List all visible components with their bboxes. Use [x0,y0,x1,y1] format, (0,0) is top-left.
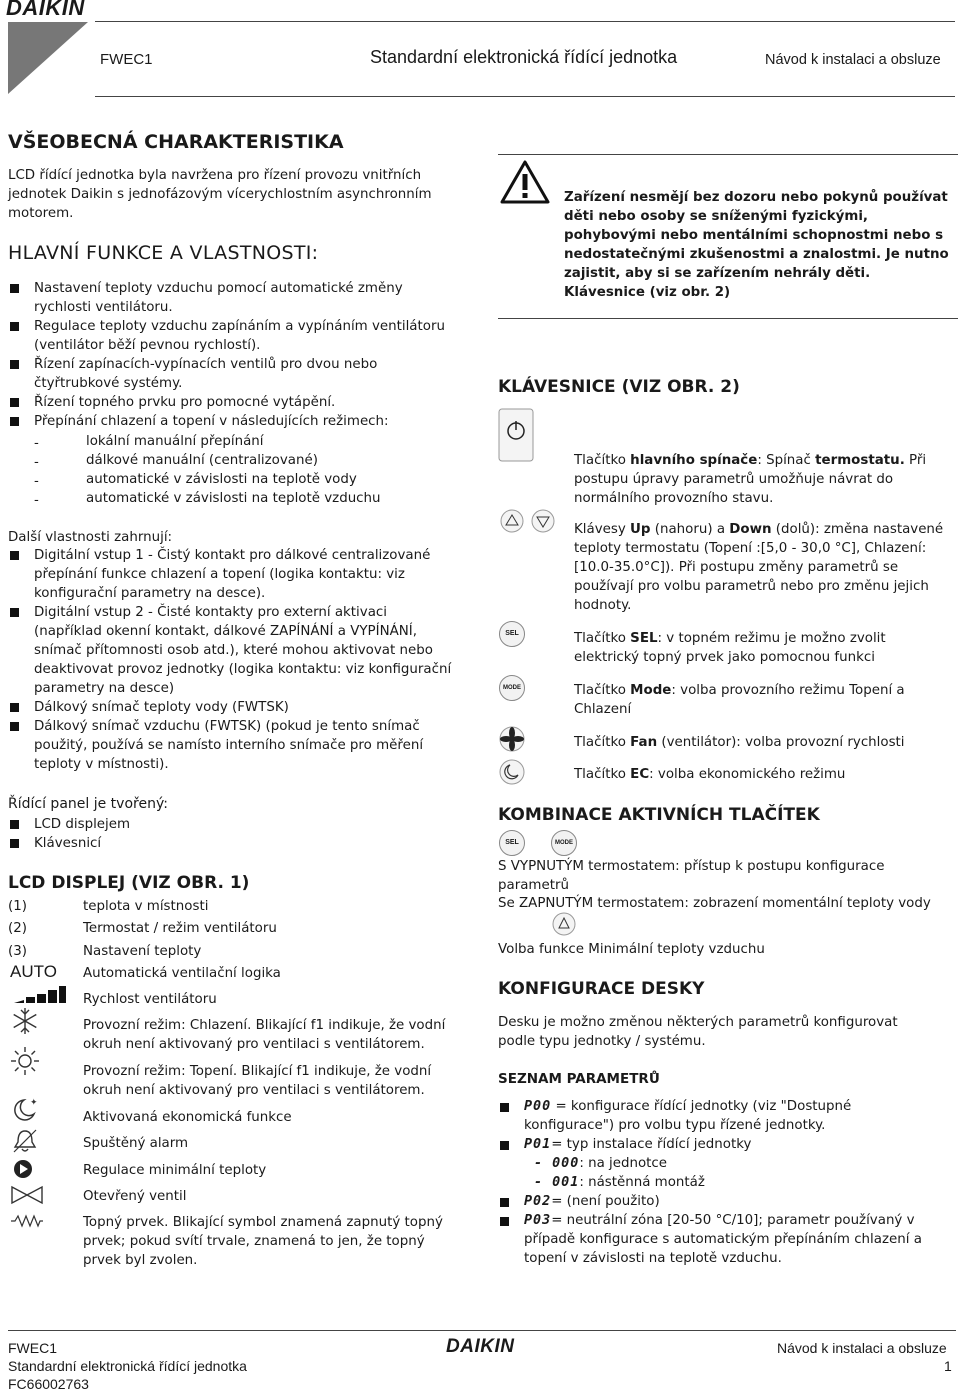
text-segment: (nahoru) a [650,522,730,537]
auto-icon: AUTO [10,962,57,981]
text-segment: Up [630,522,651,537]
key-eco-desc [574,765,845,784]
list-item: automatické v závislosti na teplotě vzduchu [86,491,381,506]
general-heading: VŠEOBECNÁ CHARAKTERISTIKA [8,131,344,153]
bullet-icon [10,551,19,560]
text-segment: = neutrální zóna [20-50 °C/10]; parametr používaný v případě konfigurace s automatickým přepínáním chlazení a topení v závislosti na teplotě vzduchu. [524,1213,922,1266]
list-item: automatické v závislosti na teplotě vody [86,472,357,487]
lcd-item: Provozní režim: Chlazení. Blikající f1 indikuje, že vodní okruh není aktivovaný pro ventilaci s ventilátorem. [83,1018,446,1052]
sel-button[interactable]: SEL [499,621,525,647]
combo-heading: KOMBINACE AKTIVNÍCH TLAČÍTEK [498,805,820,825]
text-segment: hlavního spínače [630,453,758,468]
warning-icon [500,160,550,204]
header-manual: Návod k instalaci a obsluze [765,52,941,68]
footer-code: FC66002763 [8,1376,89,1392]
page-number: 1 [944,1358,952,1374]
up-down-buttons[interactable] [499,508,559,534]
bullet-icon [10,322,19,331]
lcd-item: Nastavení teploty [83,944,202,959]
keys-heading: KLÁVESNICE (VIZ OBR. 2) [498,377,740,397]
text-segment: Mode [630,683,672,698]
min-temp-icon [12,1158,34,1180]
moon-stars-icon [10,1094,40,1124]
fan-button[interactable] [499,726,525,752]
text-segment: Při postupu úpravy parametrů umožňuje návrat do normálního provozního stavu. [574,453,927,506]
dash-marker: - [34,436,39,451]
board-heading: KONFIGURACE DESKY [498,979,705,999]
warning-rule-bottom [498,318,958,319]
lcd-item: Termostat / režim ventilátoru [83,921,277,936]
param-v001 [534,1173,705,1192]
lcd-item: Aktivovaná ekonomická funkce [83,1110,292,1125]
list-item: Klávesnicí [34,836,102,851]
text-segment: Down [729,522,772,537]
snowflake-icon [10,1006,40,1036]
heater-icon [10,1214,44,1228]
list-item: Dálkový snímač vzduchu (FWTSK) (pokud je tento snímač použitý, používá se namísto interního snímače pro měření teploty v místnosti). [34,719,424,772]
bullet-icon [10,839,19,848]
bullet-icon [500,1198,509,1207]
list-item: Přepínání chlazení a topení v následujících režimech: [34,414,389,429]
mode-button[interactable]: MODE [551,830,577,856]
bullet-icon [10,608,19,617]
list-item: Digitální vstup 1 - Čistý kontakt pro dálkové centralizované přepínání funkce chlazení a topení (logika kontaktu: viz konfigurační parametry na desce). [34,548,431,601]
params-heading: SEZNAM PARAMETRŮ [498,1071,660,1087]
sun-icon [10,1046,40,1076]
text-segment: (dolů): změna nastavené teploty termostatu (Topení :[5,0 - 30,0 °C], Chlazení: [10.0-35.0°C]). Při postupu změny parametrů se používají pro volbu parametrů nebo pro změnu jejich hodnoty. [574,522,944,613]
key-sel-desc [574,629,929,667]
text-segment: termostatu. [815,453,905,468]
text-segment: EC [630,767,650,782]
list-item: Nastavení teploty vzduchu pomocí automatické změny rychlosti ventilátoru. [34,281,403,315]
bullet-icon [10,820,19,829]
lcd-item: Otevřený ventil [83,1189,187,1204]
eco-button[interactable] [499,759,525,785]
text-segment: = (není použito) [551,1194,660,1209]
list-item: Dálkový snímač teploty vody (FWTSK) [34,700,289,715]
board-text: Desku je možno změnou některých parametrů konfigurovat podle typu jednotky / systému. [498,1015,898,1049]
lcd-item: Regulace minimální teploty [83,1163,267,1178]
more-heading: Další vlastnosti zahrnují: [8,530,173,545]
key-updown-desc [574,520,944,615]
dash-marker: - [34,474,39,489]
footer-model: FWEC1 [8,1340,57,1356]
warning-text: Zařízení nesmějí bez dozoru nebo pokynů používat děti nebo osoby se sníženými fyzickými, pohybovými nebo mentálními schopnostmi nebo s nedostatečnými zkušenostmi a znalostmi. Je nutno zajistit, aby si se zařízením nehrály děti. Klávesnice (viz obr. 2) [564,190,949,300]
text-segment: Tlačítko [574,453,631,468]
lcd-item: teplota v místnosti [83,899,209,914]
bullet-icon [10,703,19,712]
param-code: P03 [524,1213,552,1228]
lcd-mark: (2) [8,921,27,936]
header-rule-bottom [95,96,955,97]
param-code: P00 [524,1099,552,1114]
footer-title: Standardní elektronická řídící jednotka [8,1358,247,1374]
bullet-icon [10,417,19,426]
param-p02 [524,1192,660,1211]
lcd-item: Rychlost ventilátoru [83,992,217,1007]
sel-button[interactable]: SEL [499,830,525,856]
power-button[interactable] [498,408,534,462]
param-code: P02 [524,1194,552,1209]
bullet-icon [10,360,19,369]
combo-off-text: S VYPNUTÝM termostatem: přístup k postupu konfigurace parametrů [498,859,885,893]
lcd-heading: LCD DISPLEJ (VIZ OBR. 1) [8,873,250,893]
combo-min-text: Volba funkce Minimální teploty vzduchu [498,942,765,957]
text-segment: : volba ekonomického režimu [649,767,846,782]
daikin-logo: DAIKIN [446,1336,515,1357]
combo-on-text: Se ZAPNUTÝM termostatem: zobrazení momentální teploty vody [498,896,931,911]
list-item: Řízení topného prvku pro pomocné vytápění. [34,395,336,410]
param-code: - 000 [534,1156,580,1171]
key-fan-desc [574,733,905,752]
text-segment: SEL [630,631,658,646]
fan-speed-bars-icon [14,986,66,1004]
param-code: P01 [524,1137,552,1152]
bullet-icon [10,722,19,731]
brand-triangle-icon [8,22,88,94]
general-text: LCD řídící jednotka byla navržena pro řízení provozu vnitřních jednotek Daikin s jednofázovým vícerychlostním asynchronním motorem. [8,168,432,221]
lcd-item: Automatická ventilační logika [83,966,281,981]
header-rule [95,21,955,22]
text-segment: : na jednotce [579,1156,668,1171]
mode-button[interactable]: MODE [499,675,525,701]
lcd-mark: (3) [8,944,27,959]
footer-manual: Návod k instalaci a obsluze [777,1340,947,1356]
key-power-desc [574,451,959,508]
key-mode-desc [574,681,944,719]
text-segment: : v topném režimu je možno zvolit elektrický topný prvek jako pomocnou funkci [574,631,886,665]
dash-marker: - [34,455,39,470]
dash-marker: - [34,493,39,508]
param-p01 [524,1135,751,1154]
list-item: Digitální vstup 2 - Čisté kontakty pro externí aktivaci (například okenní kontakt, dálkové ZAPÍNÁNÍ a VYPÍNÁNÍ, snímač přítomnosti osob atd.), které mohou aktivovat nebo deaktivovat provoz jednotky (logika kontaktu: viz konfigurační parametry na desce) [34,605,452,696]
warning-rule-top [498,154,958,155]
bell-icon [12,1128,38,1154]
bullet-icon [10,398,19,407]
list-item: lokální manuální přepínání [86,434,264,449]
bullet-icon [500,1141,509,1150]
bullet-icon [500,1103,509,1112]
header-title: Standardní elektronická řídící jednotka [370,47,678,67]
features-heading: HLAVNÍ FUNKCE A VLASTNOSTI: [8,242,319,264]
text-segment: Tlačítko [574,735,631,750]
text-segment: Tlačítko [574,631,631,646]
text-segment: : nástěnná montáž [579,1175,705,1190]
panel-heading: Řídící panel je tvořený: [8,796,168,812]
list-item: LCD displejem [34,817,131,832]
text-segment: : Spínač [757,453,816,468]
list-item: Regulace teploty vzduchu zapínáním a vypínáním ventilátoru (ventilátor běží pevnou rychlostí). [34,319,445,353]
text-segment: Klávesy [574,522,631,537]
bullet-icon [10,284,19,293]
text-segment: (ventilátor): volba provozní rychlosti [657,735,905,750]
param-v000 [534,1154,667,1173]
lcd-item: Provozní režim: Topení. Blikající f1 indikuje, že vodní okruh není aktivovaný pro ventilaci s ventilátorem. [83,1064,432,1098]
param-code: - 001 [534,1175,580,1190]
param-p03 [524,1211,944,1268]
text-segment: = konfigurace řídící jednotky (viz "Dostupné konfigurace") pro volbu typu řízené jednotky. [524,1099,852,1133]
header-model: FWEC1 [100,51,153,68]
text-segment: = typ instalace řídící jednotky [551,1137,752,1152]
list-item: Řízení zapínacích-vypínacích ventilů pro dvou nebo čtyřtrubkové systémy. [34,357,378,391]
text-segment: Tlačítko [574,683,631,698]
valve-icon [10,1184,44,1206]
bullet-icon [500,1217,509,1226]
svg-text:✦: ✦ [30,1098,38,1108]
text-segment: Fan [630,735,658,750]
footer-rule [8,1330,956,1331]
lcd-item: Spuštěný alarm [83,1136,189,1151]
daikin-logo: DAIKIN [6,0,85,20]
param-p00 [524,1097,874,1135]
lcd-item: Topný prvek. Blikající symbol znamená zapnutý topný prvek; pokud svítí trvale, znamená to jen, že topný prvek byl zvolen. [83,1215,443,1268]
text-segment: Tlačítko [574,767,631,782]
list-item: dálkové manuální (centralizované) [86,453,318,468]
up-button-icon[interactable] [552,912,576,936]
lcd-mark: (1) [8,899,27,914]
text-segment: : volba provozního režimu Topení a Chlazení [574,683,905,717]
